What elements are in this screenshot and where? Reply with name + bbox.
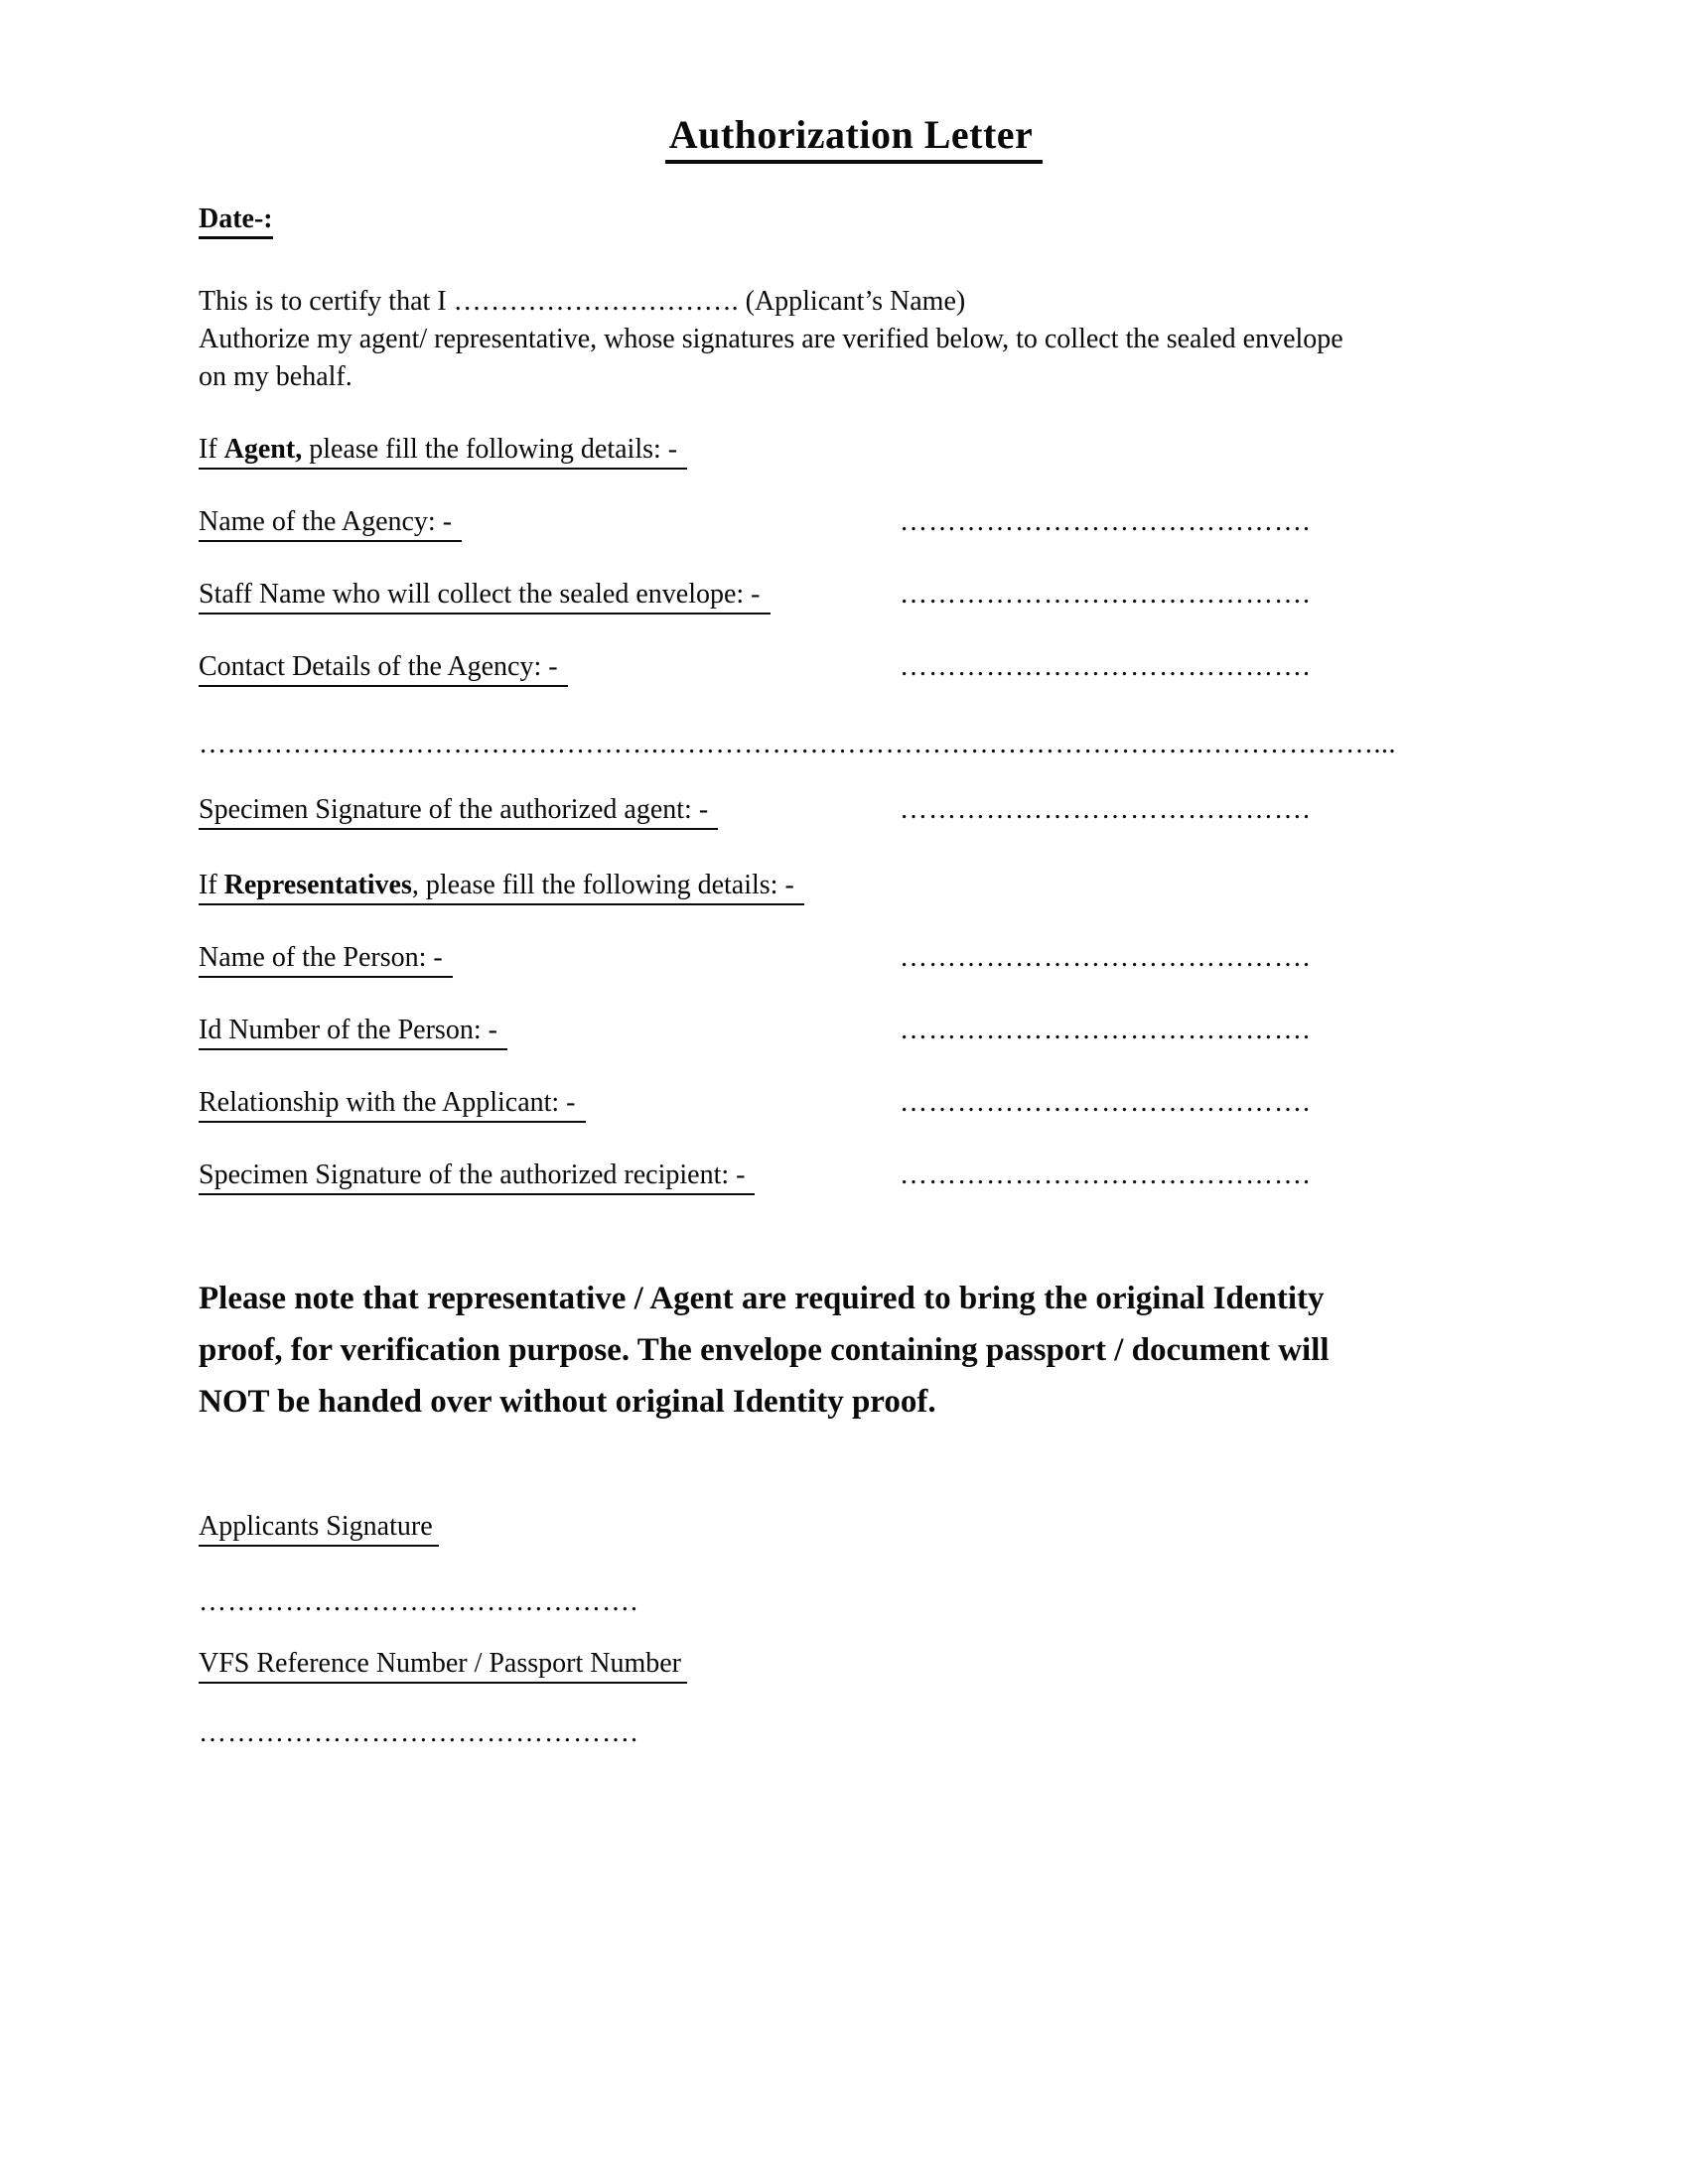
- staff-name-fill-line: …………………………………….: [900, 579, 1311, 610]
- recipient-specimen-signature-row: [199, 1160, 1509, 1197]
- identity-proof-note: [199, 1273, 1509, 1428]
- applicant-signature-fill-line: ……………………………………….: [199, 1586, 638, 1617]
- recipient-specimen-signature-label: Specimen Signature of the authorized recipient: -: [199, 1160, 755, 1195]
- intro-paragraph: [199, 283, 1509, 396]
- date-row: [199, 204, 1509, 239]
- vfs-reference-fill-line: ……………………………………….: [199, 1717, 638, 1748]
- person-id-fill-line: …………………………………….: [900, 1015, 1311, 1045]
- agent-heading-prefix: If: [199, 434, 224, 465]
- person-name-fill-line: …………………………………….: [900, 942, 1311, 973]
- agent-heading-rest: please fill the following details: -: [302, 434, 678, 465]
- representative-section-heading: [199, 870, 1509, 907]
- person-name-label: Name of the Person: -: [199, 942, 453, 978]
- relationship-row: [199, 1087, 1509, 1125]
- agency-contact-label: Contact Details of the Agency: -: [199, 651, 568, 687]
- vfs-reference-row: [199, 1648, 1509, 1684]
- vfs-reference-label: VFS Reference Number / Passport Number: [199, 1648, 687, 1684]
- agency-contact-fill-line: …………………………………….: [900, 651, 1311, 682]
- agent-specimen-signature-label: Specimen Signature of the authorized agent: -: [199, 794, 718, 830]
- person-name-row: [199, 942, 1509, 980]
- applicant-signature-label: Applicants Signature: [199, 1511, 439, 1547]
- representative-heading-prefix: If: [199, 870, 224, 900]
- agency-contact-row: [199, 651, 1509, 689]
- applicant-signature-row: [199, 1511, 1509, 1547]
- agent-specimen-signature-row: [199, 794, 1509, 832]
- agent-section-heading: [199, 434, 1509, 472]
- representative-heading-bold: Representatives: [223, 870, 412, 900]
- recipient-specimen-signature-fill-line: …………………………………….: [900, 1160, 1311, 1190]
- relationship-fill-line: …………………………………….: [900, 1087, 1311, 1118]
- staff-name-row: [199, 579, 1509, 616]
- agency-name-label: Name of the Agency: -: [199, 506, 462, 542]
- representative-heading-rest: , please fill the following details: -: [411, 870, 794, 900]
- contact-overflow-fill-line: ………………………………………….………………………………………………….………………...: [199, 729, 1396, 759]
- agent-heading-text: [199, 434, 687, 470]
- agent-specimen-signature-fill-line: …………………………………….: [900, 794, 1311, 825]
- representative-heading-text: [199, 870, 804, 905]
- person-id-row: [199, 1015, 1509, 1052]
- agent-heading-bold: Agent,: [223, 434, 303, 465]
- intro-line-3: on my behalf.: [199, 361, 352, 392]
- note-line-2: proof, for verification purpose. The envelope containing passport / document will: [199, 1332, 1330, 1368]
- staff-name-label: Staff Name who will collect the sealed envelope: -: [199, 579, 771, 614]
- person-id-label: Id Number of the Person: -: [199, 1015, 507, 1050]
- title-wrap: [199, 111, 1509, 164]
- note-line-1: Please note that representative / Agent are required to bring the original Identity: [199, 1281, 1325, 1316]
- relationship-label: Relationship with the Applicant: -: [199, 1087, 586, 1123]
- intro-line-1: This is to certify that I …………………………. (Applicant’s Name): [199, 286, 966, 317]
- agency-name-row: [199, 506, 1509, 544]
- page-title: Authorization Letter: [665, 111, 1044, 164]
- date-label: Date-:: [199, 204, 273, 239]
- agency-name-fill-line: …………………………………….: [900, 506, 1311, 537]
- note-line-3: NOT be handed over without original Identity proof.: [199, 1384, 936, 1420]
- intro-line-2: Authorize my agent/ representative, whose signatures are verified below, to collect the sealed envelope: [199, 324, 1343, 354]
